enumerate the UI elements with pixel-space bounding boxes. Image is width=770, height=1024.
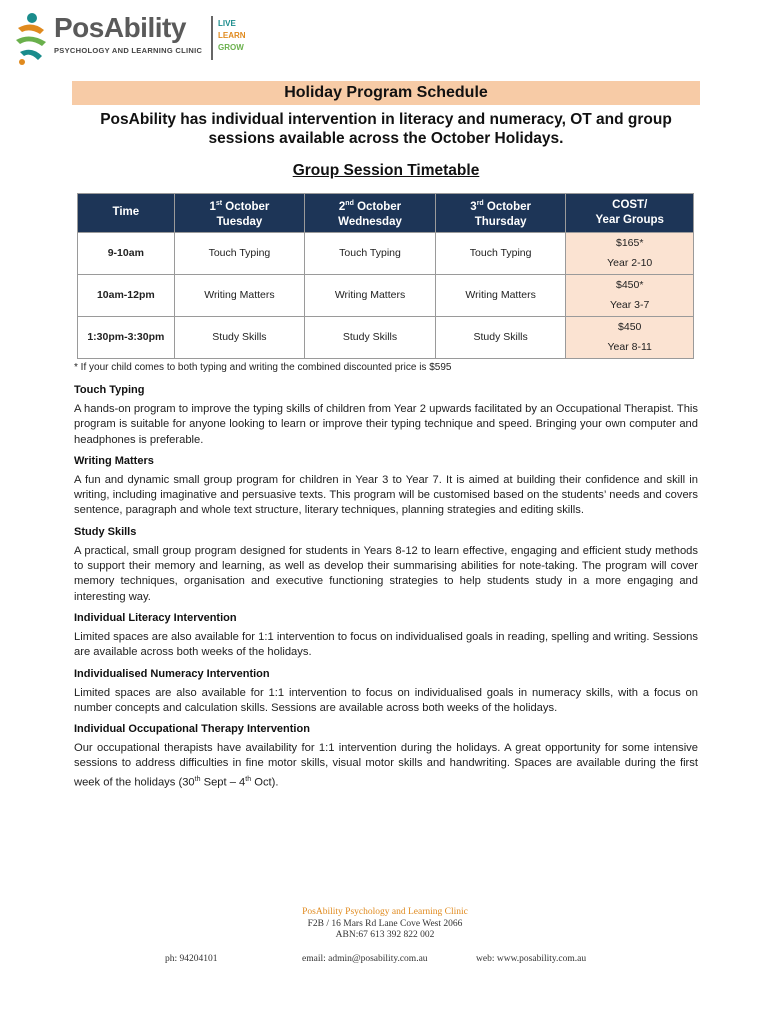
row-cost bbox=[566, 316, 694, 358]
row-years: Year 8-11 bbox=[607, 341, 652, 354]
header-day-1 bbox=[174, 194, 305, 233]
footer-email[interactable]: email: admin@posability.com.au bbox=[302, 954, 428, 964]
row-years: Year 3-7 bbox=[610, 299, 650, 312]
row-price: $450* bbox=[615, 279, 644, 292]
footer-address-block bbox=[0, 907, 770, 942]
row-cell: Touch Typing bbox=[174, 232, 305, 274]
section-body: A hands-on program to improve the typing skills of children from Year 2 upwards facilitated by an Occupational Therapist. This program is suitable for anyone looking to learn or improve their typing technique and speed. Bringing your own computer and headphones is preferable. bbox=[74, 403, 698, 446]
section-heading: Writing Matters bbox=[74, 454, 154, 467]
section-body: A fun and dynamic small group program for children in Year 3 to Year 7. It is aimed at building their confidence and skill in writing, including imaginative and persuasive texts. This program will be customised based on the students’ needs and covers sentence, paragraph and whole text structure, literary techniques, planning strategies and editing skills. bbox=[74, 473, 698, 517]
row-time: 1:30pm-3:30pm bbox=[78, 316, 175, 358]
program-descriptions bbox=[74, 383, 698, 797]
header-day-2-month: October bbox=[357, 200, 402, 213]
logo-tagline: PSYCHOLOGY AND LEARNING CLINIC bbox=[54, 46, 203, 55]
section-heading: Individual Occupational Therapy Intervention bbox=[74, 723, 310, 736]
header-day-1-num: 1 bbox=[209, 200, 216, 213]
header-day-2-sup: nd bbox=[345, 200, 354, 207]
row-time: 9-10am bbox=[78, 232, 175, 274]
row-cell: Study Skills bbox=[305, 316, 436, 358]
intro-text: PosAbility has individual intervention in literacy and numeracy, OT and group sessions available across the October Holidays. bbox=[100, 111, 672, 147]
header-day-3-month: October bbox=[486, 200, 531, 213]
table-row bbox=[78, 232, 694, 274]
ot-body-start: Our occupational therapists have availability for 1:1 intervention during the holidays. A great opportunity for some intensive sessions to address difficulties in fine motor skills, visual motor skills and handwriting. Spaces are available during the first week of the holidays (30 bbox=[74, 742, 698, 789]
table-header-row bbox=[78, 194, 694, 233]
section-body: Limited spaces are also available for 1:1 intervention to focus on individualised goals in numeracy skills, with a focus on number concepts and calculation skills. Sessions are available across both weeks of the holidays. bbox=[74, 686, 698, 714]
row-cell: Writing Matters bbox=[305, 274, 436, 316]
row-cost bbox=[566, 232, 694, 274]
row-cell: Study Skills bbox=[435, 316, 566, 358]
header-day-3-sup: rd bbox=[476, 200, 484, 207]
footer-clinic-name: PosAbility Psychology and Learning Clinic bbox=[302, 907, 468, 917]
section-body: Limited spaces are also available for 1:1 intervention to focus on individualised goals in reading, spelling and writing. Sessions are available across both weeks of the holidays. bbox=[74, 630, 698, 659]
section-body bbox=[74, 741, 698, 791]
row-cell: Study Skills bbox=[174, 316, 305, 358]
header-cost-line1: COST/ bbox=[612, 198, 648, 211]
header-day-3 bbox=[435, 194, 566, 233]
ot-sup-2: th bbox=[245, 775, 252, 783]
row-price: $450 bbox=[618, 321, 642, 334]
ot-sup-1: th bbox=[194, 775, 201, 783]
header-day-2-weekday: Wednesday bbox=[338, 215, 402, 228]
footer-address: F2B / 16 Mars Rd Lane Cove West 2066 bbox=[307, 918, 463, 929]
row-cell: Writing Matters bbox=[174, 274, 305, 316]
table-row bbox=[78, 274, 694, 316]
header-day-2-num: 2 bbox=[338, 200, 346, 213]
section-heading: Touch Typing bbox=[74, 384, 145, 396]
table-row bbox=[78, 316, 694, 358]
group-session-table bbox=[77, 193, 694, 359]
ot-body-mid: Sept – 4 bbox=[200, 776, 246, 789]
header-day-1-sup: st bbox=[215, 200, 223, 207]
discount-note: * If your child comes to both typing and writing the combined discounted price is $595 bbox=[74, 362, 452, 373]
header-day-1-weekday: Tuesday bbox=[216, 215, 263, 228]
footer-abn: ABN:67 613 392 822 002 bbox=[335, 930, 435, 940]
row-cell: Writing Matters bbox=[435, 274, 566, 316]
logo-word-live: LIVE bbox=[218, 19, 236, 28]
row-time: 10am-12pm bbox=[78, 274, 175, 316]
ot-body-end: Oct). bbox=[251, 776, 279, 789]
logo-word-grow: GROW bbox=[218, 43, 244, 52]
section-heading: Individualised Numeracy Intervention bbox=[74, 667, 270, 680]
footer-phone: ph: 94204101 bbox=[165, 954, 218, 964]
header-day-3-num: 3 bbox=[470, 200, 477, 213]
header-day-2 bbox=[305, 194, 436, 233]
logo-name: PosAbility bbox=[54, 12, 186, 43]
row-cell: Touch Typing bbox=[435, 232, 566, 274]
row-cost bbox=[566, 274, 694, 316]
logo-divider bbox=[211, 16, 213, 60]
person-figure-icon bbox=[12, 10, 52, 66]
logo-motto bbox=[218, 18, 246, 54]
logo-word-learn: LEARN bbox=[218, 31, 246, 40]
header-day-3-weekday: Thursday bbox=[474, 215, 527, 228]
header-cost-line2: Year Groups bbox=[595, 213, 664, 226]
header-day-1-month: October bbox=[225, 200, 270, 213]
header-time: Time bbox=[78, 194, 175, 233]
row-years: Year 2-10 bbox=[607, 257, 653, 270]
section-heading: Study Skills bbox=[74, 525, 137, 538]
row-cell: Touch Typing bbox=[305, 232, 436, 274]
header-cost bbox=[566, 194, 694, 233]
section-body: A practical, small group program designed for students in Years 8-12 to learn effective, engaging and efficient study methods to support their memory and learning, as well as develop their summarising abilities for note-taking. The program will cover memory techniques, organisation and executive functioning strategies to help students study in a more engaging and interesting way. bbox=[74, 544, 698, 603]
clinic-logo bbox=[12, 10, 252, 66]
row-price: $165* bbox=[615, 237, 644, 250]
section-heading: Individual Literacy Intervention bbox=[74, 611, 237, 624]
timetable-heading: Group Session Timetable bbox=[292, 162, 480, 179]
footer-web[interactable]: web: www.posability.com.au bbox=[476, 954, 587, 964]
page-title: Holiday Program Schedule bbox=[72, 81, 700, 105]
